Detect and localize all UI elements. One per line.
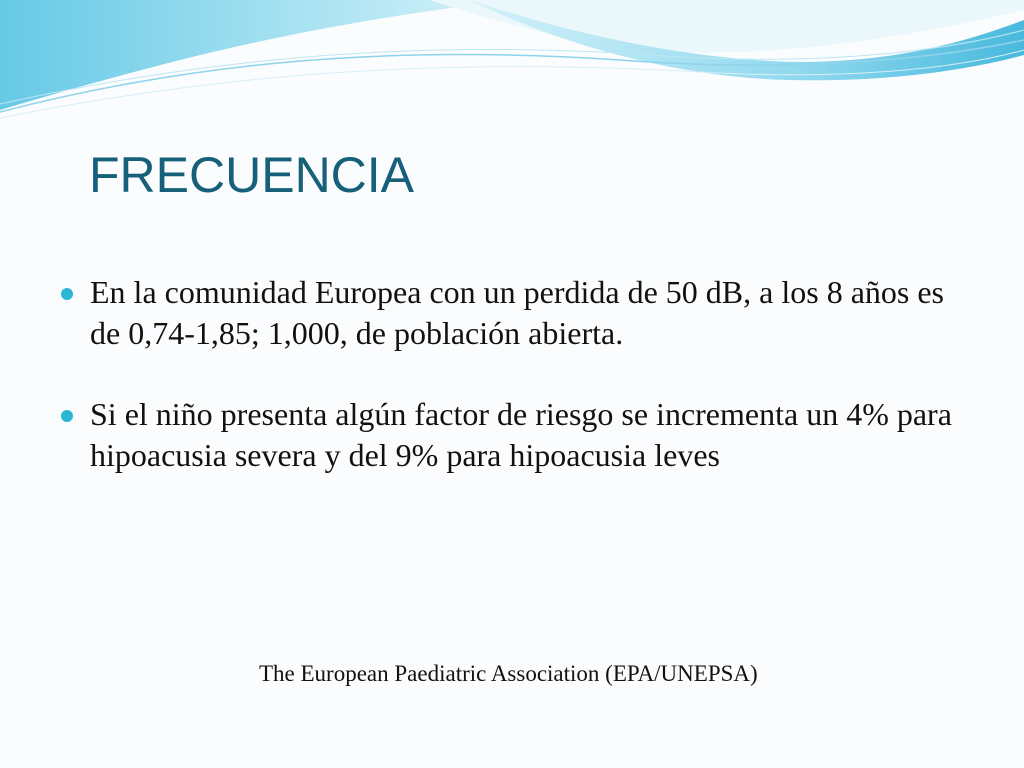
bullet-item [60, 394, 960, 476]
bullet-item [60, 272, 960, 354]
bullet-list [60, 272, 960, 476]
source-citation: The European Paediatric Association (EPA/UNEPSA) [259, 661, 758, 686]
bullet-text: En la comunidad Europea con un perdida de 50 dB, a los 8 años es de 0,74-1,85; 1,000, de población abierta. [90, 274, 944, 351]
decorative-wave-header [0, 0, 1024, 130]
bullet-dot-icon [61, 410, 73, 422]
bullet-dot-icon [61, 288, 73, 300]
slide-title: FRECUENCIA [89, 147, 415, 203]
bullet-text: Si el niño presenta algún factor de riesgo se incrementa un 4% para hipoacusia severa y del 9% para hipoacusia leves [90, 396, 952, 473]
wave-shape-top [430, 0, 1024, 53]
